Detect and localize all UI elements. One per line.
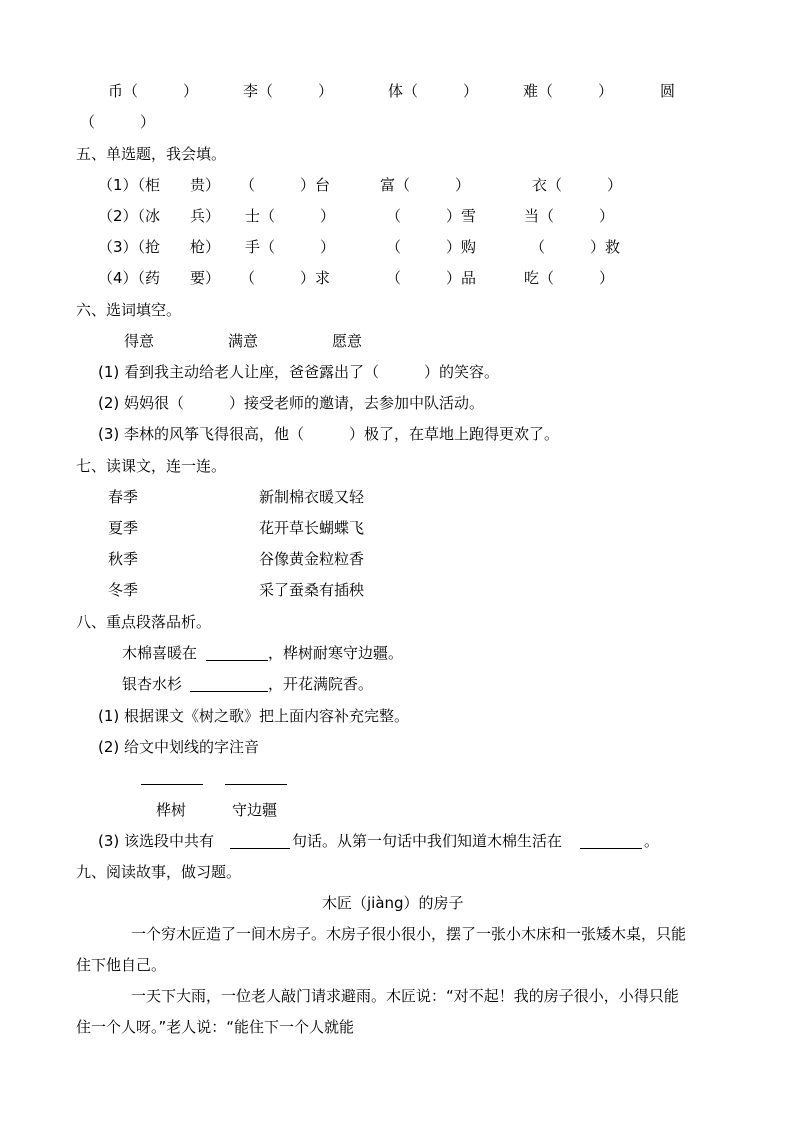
fill-item-1: (1) 看到我主动给老人让座，爸爸露出了（ ）的笑容。 (98, 363, 500, 381)
analysis-q3-end: 。 (644, 832, 660, 850)
season-winter: 冬季 (108, 581, 139, 599)
verse-2: 花开草长蝴蝶飞 (259, 519, 365, 537)
char-blank-2: 李（ ） (243, 82, 334, 100)
analysis-q3-blank-1 (230, 848, 290, 849)
word-choice-1: 得意 (124, 332, 155, 350)
poem-line-1-blank (206, 660, 268, 661)
fill-item-2: (2) 妈妈很（ ）接受老师的邀请，去参加中队活动。 (98, 394, 485, 412)
mc-row-2-label: （2）（冰 兵） (98, 207, 221, 225)
mc-row-3-item-3: （ ）救 (530, 238, 621, 256)
poem-line-2-end: ，开花满院香。 (268, 675, 374, 693)
mc-row-2-item-1: 士（ ） (245, 207, 336, 225)
mc-row-3-item-2: （ ）购 (386, 238, 477, 256)
season-summer: 夏季 (108, 519, 139, 537)
analysis-q3-blank-2 (580, 848, 642, 849)
section8-heading: 八、重点段落品析。 (76, 613, 212, 631)
poem-line-2-blank (190, 691, 268, 692)
char-blank-4: 难（ ） (523, 82, 614, 100)
verse-4: 采了蚕桑有插秧 (259, 581, 365, 599)
mc-row-3-item-1: 手（ ） (245, 238, 336, 256)
analysis-q3-middle: 句话。从第一句话中我们知道木棉生活在 (292, 832, 563, 850)
char-blank-1: 币（ ） (108, 82, 199, 100)
section5-heading: 五、单选题，我会填。 (76, 145, 227, 163)
analysis-q3-start: (3) 该选段中共有 (98, 832, 215, 850)
mc-row-4-item-1: （ ）求 (240, 269, 331, 287)
section7-heading: 七、读课文，连一连。 (76, 457, 227, 475)
story-para-1-line-2: 住下他自己。 (76, 956, 167, 974)
season-spring: 春季 (108, 488, 139, 506)
mc-row-4-item-2: （ ）品 (386, 269, 477, 287)
mc-row-1-label: （1）（柜 贵） (98, 176, 221, 194)
analysis-q2: (2) 给文中划线的字注音 (98, 738, 260, 756)
section9-heading: 九、阅读故事，做习题。 (76, 863, 242, 881)
story-para-1-line-1: 一个穷木匠造了一间木房子。木房子很小很小，摆了一张小木床和一张矮木桌，只能 (131, 925, 687, 943)
verse-1: 新制棉衣暖又轻 (259, 488, 365, 506)
fill-item-3: (3) 李林的风筝飞得很高，他（ ）极了，在草地上跑得更欢了。 (98, 425, 560, 443)
pinyin-blank-1 (141, 784, 203, 785)
pinyin-word-2: 守边疆 (232, 801, 278, 819)
char-blank-5-overflow: （ ） (80, 113, 156, 131)
mc-row-1-item-1: （ ）台 (240, 176, 331, 194)
mc-row-1-item-3: 衣（ ） (532, 176, 623, 194)
word-choice-3: 愿意 (332, 332, 363, 350)
pinyin-blank-2 (225, 784, 287, 785)
char-blank-3: 体（ ） (388, 82, 479, 100)
analysis-q1: (1) 根据课文《树之歌》把上面内容补充完整。 (98, 707, 410, 725)
pinyin-word-1: 桦树 (156, 801, 187, 819)
mc-row-2-item-3: 当（ ） (524, 207, 615, 225)
word-choice-2: 满意 (228, 332, 259, 350)
mc-row-3-label: （3）（抢 枪） (98, 238, 221, 256)
mc-row-1-item-2: 富（ ） (380, 176, 471, 194)
section6-heading: 六、选词填空。 (76, 301, 182, 319)
mc-row-2-item-2: （ ）雪 (386, 207, 477, 225)
story-para-2-line-2: 住一个人呀。”老人说：“能住下一个人就能 (76, 1018, 355, 1036)
poem-line-1-start: 木棉喜暖在 (122, 644, 198, 662)
story-title: 木匠（jiàng）的房子 (322, 894, 464, 912)
mc-row-4-item-3: 吃（ ） (524, 269, 615, 287)
story-para-2-line-1: 一天下大雨，一位老人敲门请求避雨。木匠说：“对不起！我的房子很小，小得只能 (131, 987, 679, 1005)
char-blank-5: 圆 (660, 82, 676, 100)
poem-line-2-start: 银杏水杉 (122, 675, 183, 693)
verse-3: 谷像黄金粒粒香 (259, 550, 365, 568)
poem-line-1-end: ，桦树耐寒守边疆。 (268, 644, 404, 662)
mc-row-4-label: （4）（药 要） (98, 269, 221, 287)
season-autumn: 秋季 (108, 550, 139, 568)
